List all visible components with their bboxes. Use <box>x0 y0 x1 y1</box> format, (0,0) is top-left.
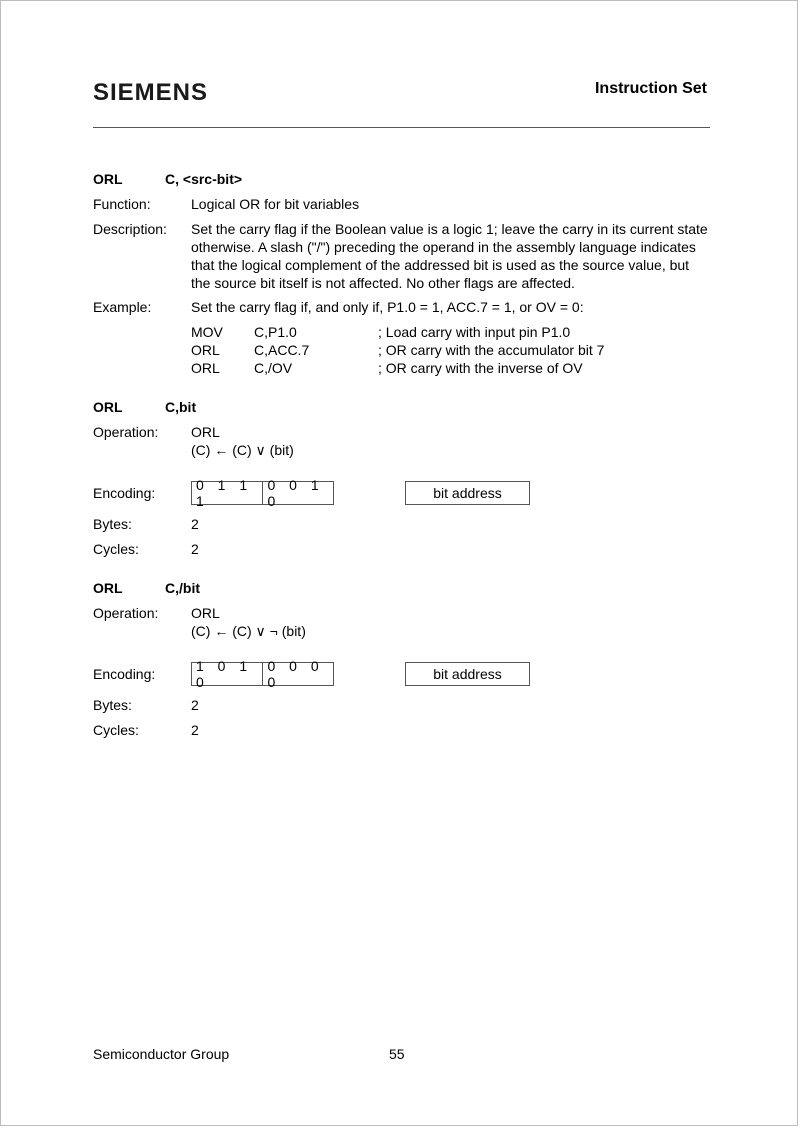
instruction-mnemonic: ORL <box>93 171 123 187</box>
bit-address-box: bit address <box>405 662 530 686</box>
cycles-value: 2 <box>191 541 199 557</box>
description-label: Description: <box>93 221 167 237</box>
code-comment: ; Load carry with input pin P1.0 <box>378 324 571 340</box>
instruction-operands: C,bit <box>165 399 197 415</box>
bit-address-box: bit address <box>405 481 530 505</box>
bytes-value: 2 <box>191 516 199 532</box>
operation-label: Operation: <box>93 605 159 621</box>
cycles-value: 2 <box>191 722 199 738</box>
code-op: ORL <box>191 342 220 358</box>
instruction-mnemonic: ORL <box>93 399 123 415</box>
footer-company: Semiconductor Group <box>93 1046 230 1062</box>
cycles-label: Cycles: <box>93 722 139 738</box>
operation-label: Operation: <box>93 424 159 440</box>
encoding-high-nibble: 1 0 1 0 <box>196 658 253 690</box>
function-text: Logical OR for bit variables <box>191 196 360 212</box>
footer-page-number: 55 <box>389 1046 405 1062</box>
encoding-low-nibble: 0 0 0 0 <box>262 663 333 685</box>
bytes-value: 2 <box>191 697 199 713</box>
encoding-label: Encoding: <box>93 666 156 682</box>
example-label: Example: <box>93 299 152 315</box>
siemens-logo: SIEMENS <box>93 79 209 106</box>
code-arg: C,/OV <box>254 360 293 376</box>
section-title: Instruction Set <box>594 80 707 97</box>
code-op: ORL <box>191 360 220 376</box>
encoding-box <box>191 658 334 690</box>
instruction-operands: C,/bit <box>165 580 200 596</box>
code-arg: C,P1.0 <box>254 324 297 340</box>
example-text: Set the carry flag if, and only if, P1.0 = 1, ACC.7 = 1, or OV = 0: <box>191 299 584 315</box>
code-op: MOV <box>191 324 223 340</box>
encoding-high-nibble: 0 1 1 1 <box>196 477 253 509</box>
header-divider <box>93 127 710 128</box>
cycles-label: Cycles: <box>93 541 139 557</box>
bytes-label: Bytes: <box>93 516 132 532</box>
code-arg: C,ACC.7 <box>254 342 310 358</box>
operation-line1: ORL <box>191 605 220 621</box>
code-comment: ; OR carry with the inverse of OV <box>378 360 583 376</box>
instruction-operands: C, <src-bit> <box>165 171 243 187</box>
instruction-mnemonic: ORL <box>93 580 123 596</box>
encoding-label: Encoding: <box>93 485 156 501</box>
encoding-low-nibble: 0 0 1 0 <box>262 482 333 504</box>
code-comment: ; OR carry with the accumulator bit 7 <box>378 342 605 358</box>
bytes-label: Bytes: <box>93 697 132 713</box>
operation-line1: ORL <box>191 424 220 440</box>
encoding-box <box>191 477 334 509</box>
function-label: Function: <box>93 196 151 212</box>
description-text: Set the carry flag if the Boolean value is a logic 1; leave the carry in its current state otherwise. A slash ("/") preceding the operand in the assembly language indicates that the logical complement of the addressed bit is used as the source value, but the source bit itself is not affected. No other flags are affected. <box>191 221 708 291</box>
operation-line2: (C) ← (C) ∨ ¬ (bit) <box>191 623 306 639</box>
operation-line2: (C) ← (C) ∨ (bit) <box>191 442 294 458</box>
